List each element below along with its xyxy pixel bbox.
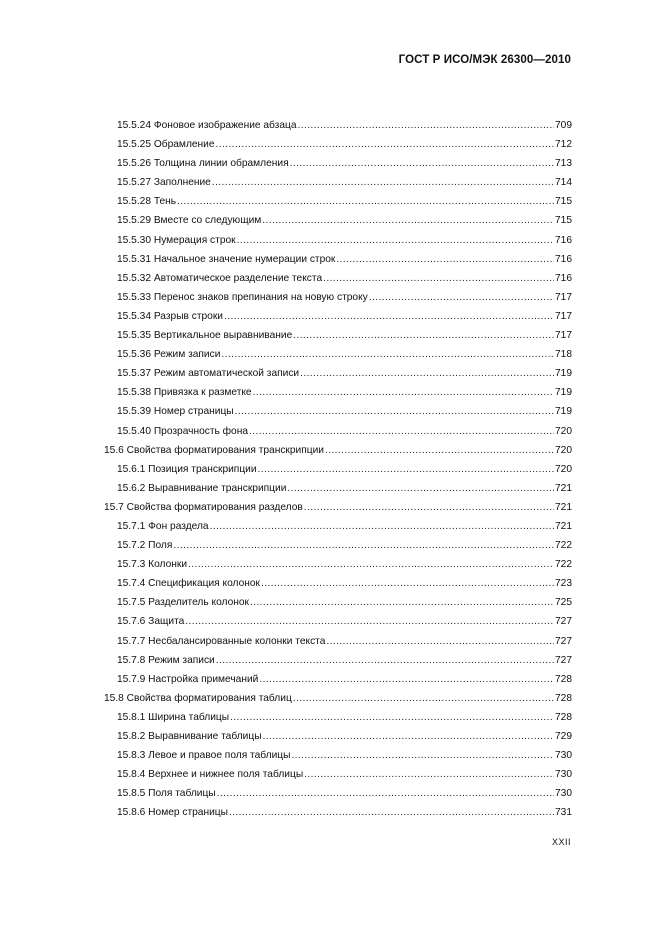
toc-entry-label: Заполнение xyxy=(153,177,211,189)
toc-entry-number: 15.7.7 xyxy=(117,635,146,647)
toc-entry-title xyxy=(117,135,215,154)
toc-entry-page: 717 xyxy=(555,310,572,322)
toc-dot-leader xyxy=(253,383,554,402)
toc-entry-page: 720 xyxy=(555,463,572,475)
toc-entry xyxy=(104,211,572,230)
toc-dot-leader xyxy=(216,135,554,154)
toc-entry-title xyxy=(117,345,220,364)
toc-entry-page: 717 xyxy=(555,330,572,342)
toc-entry xyxy=(104,326,572,345)
toc-dot-leader xyxy=(259,670,554,689)
toc-entry-title xyxy=(117,211,261,230)
toc-entry-label: Верхнее и нижнее поля таблицы xyxy=(148,769,304,781)
toc-entry-label: Номер страницы xyxy=(153,406,234,418)
toc-entry-page: 730 xyxy=(555,750,572,762)
toc-entry-number: 15.5.38 xyxy=(117,387,151,399)
toc-entry xyxy=(104,364,572,383)
document-header xyxy=(399,54,571,66)
toc-entry-number: 15.5.35 xyxy=(117,330,151,342)
toc-entry-label: Режим записи xyxy=(153,349,221,361)
toc-entry-label: Настройка примечаний xyxy=(148,673,259,685)
toc-dot-leader xyxy=(237,231,554,250)
toc-entry-title xyxy=(117,460,257,479)
toc-entry-label: Нумерация строк xyxy=(153,234,236,246)
toc-entry-number: 15.5.33 xyxy=(117,291,151,303)
toc-entry-label: Несбалансированные колонки текста xyxy=(148,635,326,647)
toc-entry-label: Выравнивание транскрипции xyxy=(148,482,287,494)
toc-entry xyxy=(104,250,572,269)
toc-entry-number: 15.8.3 xyxy=(117,750,146,762)
table-of-contents xyxy=(104,116,572,822)
toc-entry-title xyxy=(117,632,325,651)
toc-entry xyxy=(104,135,572,154)
toc-entry-title xyxy=(117,746,290,765)
toc-entry-page: 716 xyxy=(555,272,572,284)
toc-entry-page: 731 xyxy=(555,807,572,819)
toc-entry-page: 713 xyxy=(555,158,572,170)
toc-entry xyxy=(104,708,572,727)
toc-entry-number: 15.5.31 xyxy=(117,253,151,265)
toc-dot-leader xyxy=(293,326,554,345)
toc-dot-leader xyxy=(216,651,554,670)
toc-entry-title xyxy=(117,574,260,593)
toc-entry xyxy=(104,231,572,250)
toc-dot-leader xyxy=(304,498,554,517)
toc-entry-number: 15.5.28 xyxy=(117,196,151,208)
toc-entry-title xyxy=(117,708,229,727)
toc-entry-label: Поля таблицы xyxy=(148,788,216,800)
toc-entry-title xyxy=(117,651,215,670)
toc-entry-page: 728 xyxy=(555,711,572,723)
toc-entry xyxy=(104,612,572,631)
toc-dot-leader xyxy=(323,269,554,288)
toc-entry xyxy=(104,574,572,593)
toc-dot-leader xyxy=(185,612,554,631)
toc-entry-number: 15.5.39 xyxy=(117,406,151,418)
toc-entry-title xyxy=(117,536,172,555)
toc-entry-number: 15.7.6 xyxy=(117,616,146,628)
toc-entry-title xyxy=(117,670,258,689)
toc-entry-number: 15.5.27 xyxy=(117,177,151,189)
toc-entry-title xyxy=(117,612,184,631)
toc-entry xyxy=(104,269,572,288)
toc-entry-page: 721 xyxy=(555,482,572,494)
toc-entry-label: Перенос знаков препинания на новую строку xyxy=(153,291,368,303)
toc-entry-number: 15.7.5 xyxy=(117,597,146,609)
toc-dot-leader xyxy=(230,708,554,727)
toc-entry-number: 15.5.25 xyxy=(117,139,151,151)
toc-entry-label: Режим записи xyxy=(148,654,215,666)
toc-entry-page: 721 xyxy=(555,520,572,532)
toc-entry-page: 727 xyxy=(555,654,572,666)
toc-entry-label: Тень xyxy=(153,196,177,208)
toc-dot-leader xyxy=(177,192,554,211)
toc-entry-page: 728 xyxy=(555,692,572,704)
toc-dot-leader xyxy=(291,746,554,765)
toc-entry-number: 15.8.6 xyxy=(117,807,146,819)
toc-entry-number: 15.5.36 xyxy=(117,349,151,361)
toc-entry-label: Вместе со следующим xyxy=(153,215,262,227)
toc-entry-label: Толщина линии обрамления xyxy=(153,158,289,170)
toc-entry-title xyxy=(117,383,252,402)
toc-entry-title xyxy=(117,517,209,536)
toc-entry-number: 15.8.4 xyxy=(117,769,146,781)
toc-entry-label: Фоновое изображение абзаца xyxy=(153,120,297,131)
toc-entry-page: 719 xyxy=(555,368,572,380)
toc-dot-leader xyxy=(221,345,554,364)
toc-entry-title xyxy=(117,593,249,612)
toc-entry-number: 15.6.2 xyxy=(117,482,146,494)
toc-entry-number: 15.5.26 xyxy=(117,158,151,170)
toc-entry-title xyxy=(117,269,322,288)
toc-entry-page: 720 xyxy=(555,444,572,456)
toc-entry-page: 715 xyxy=(555,196,572,208)
toc-entry-label: Режим автоматической записи xyxy=(153,368,300,380)
toc-entry-label: Разделитель колонок xyxy=(148,597,249,609)
toc-entry xyxy=(104,765,572,784)
toc-entry xyxy=(104,192,572,211)
toc-entry-page: 715 xyxy=(555,215,572,227)
toc-entry xyxy=(104,402,572,421)
toc-entry-page: 722 xyxy=(555,540,572,552)
toc-entry-number: 15.5.32 xyxy=(117,272,151,284)
toc-entry-title xyxy=(117,727,262,746)
toc-entry xyxy=(104,593,572,612)
toc-entry-label: Левое и правое поля таблицы xyxy=(148,750,291,762)
toc-entry xyxy=(104,479,572,498)
toc-entry-page: 718 xyxy=(555,349,572,361)
toc-entry-page: 725 xyxy=(555,597,572,609)
toc-entry-number: 15.5.40 xyxy=(117,425,151,437)
toc-entry-label: Позиция транскрипции xyxy=(148,463,257,475)
toc-entry-page: 720 xyxy=(555,425,572,437)
toc-entry-label: Свойства форматирования транскрипции xyxy=(126,444,324,456)
toc-entry-number: 15.7.2 xyxy=(117,540,146,552)
toc-entry-label: Свойства форматирования разделов xyxy=(126,501,303,513)
toc-entry-title xyxy=(104,498,303,517)
toc-dot-leader xyxy=(263,727,554,746)
toc-entry-label: Автоматическое разделение текста xyxy=(153,272,323,284)
toc-entry-title xyxy=(117,364,299,383)
toc-entry-title xyxy=(117,250,335,269)
toc-dot-leader xyxy=(249,422,554,441)
toc-entry-title xyxy=(117,479,286,498)
toc-entry-label: Вертикальное выравнивание xyxy=(153,330,293,342)
toc-entry-label: Прозрачность фона xyxy=(153,425,248,437)
toc-entry xyxy=(104,536,572,555)
toc-entry-page: 722 xyxy=(555,559,572,571)
toc-entry-label: Разрыв строки xyxy=(153,310,223,322)
toc-dot-leader xyxy=(304,765,554,784)
toc-dot-leader xyxy=(210,517,554,536)
toc-entry-page: 727 xyxy=(555,616,572,628)
toc-entry xyxy=(104,498,572,517)
toc-entry-title xyxy=(117,555,187,574)
toc-entry xyxy=(104,689,572,708)
toc-entry xyxy=(104,670,572,689)
toc-entry xyxy=(104,784,572,803)
toc-entry-page: 729 xyxy=(555,731,572,742)
standard-code: ГОСТ Р ИСО/МЭК 26300—2010 xyxy=(398,54,571,66)
toc-dot-leader xyxy=(325,441,554,460)
toc-dot-leader xyxy=(217,784,554,803)
toc-entry-label: Начальное значение нумерации строк xyxy=(153,253,336,265)
toc-entry-page: 730 xyxy=(555,788,572,800)
toc-entry-page: 723 xyxy=(555,578,572,590)
toc-entry-title xyxy=(117,765,303,784)
page-footer xyxy=(552,837,571,847)
toc-entry-number: 15.7.8 xyxy=(117,654,146,666)
toc-entry-label: Ширина таблицы xyxy=(148,711,230,723)
toc-entry-page: 727 xyxy=(555,635,572,647)
toc-dot-leader xyxy=(369,288,554,307)
toc-entry-page: 728 xyxy=(555,673,572,685)
toc-dot-leader xyxy=(298,116,555,135)
toc-entry-title xyxy=(117,231,236,250)
toc-entry xyxy=(104,555,572,574)
toc-entry-label: Обрамление xyxy=(153,139,215,151)
toc-entry xyxy=(104,307,572,326)
toc-entry-number: 15.8.5 xyxy=(117,788,146,800)
toc-entry xyxy=(104,746,572,765)
toc-dot-leader xyxy=(188,555,554,574)
toc-entry-title xyxy=(117,173,211,192)
toc-entry-page: 712 xyxy=(555,139,572,151)
toc-entry-title xyxy=(117,402,234,421)
toc-entry xyxy=(104,651,572,670)
toc-entry xyxy=(104,116,572,135)
toc-entry-label: Привязка к разметке xyxy=(153,387,252,399)
toc-entry-number: 15.5.24 xyxy=(117,120,151,131)
toc-entry-label: Спецификация колонок xyxy=(148,578,261,590)
toc-entry-title xyxy=(117,422,248,441)
toc-entry xyxy=(104,383,572,402)
toc-entry-label: Колонки xyxy=(148,559,188,571)
toc-entry-title xyxy=(117,803,228,822)
toc-entry-title xyxy=(104,441,324,460)
toc-entry-number: 15.8 xyxy=(104,692,124,704)
toc-entry-number: 15.7.3 xyxy=(117,559,146,571)
toc-entry-number: 15.6.1 xyxy=(117,463,146,475)
toc-entry-title xyxy=(117,192,176,211)
toc-entry xyxy=(104,422,572,441)
toc-dot-leader xyxy=(212,173,554,192)
toc-entry xyxy=(104,288,572,307)
toc-entry-number: 15.7.1 xyxy=(117,520,146,532)
toc-entry-number: 15.5.29 xyxy=(117,215,151,227)
toc-entry-page: 714 xyxy=(555,177,572,189)
toc-dot-leader xyxy=(224,307,554,326)
toc-entry-title xyxy=(117,326,292,345)
toc-entry xyxy=(104,460,572,479)
toc-entry-number: 15.7 xyxy=(104,501,124,513)
toc-dot-leader xyxy=(336,250,554,269)
toc-dot-leader xyxy=(293,689,554,708)
toc-entry-number: 15.7.9 xyxy=(117,673,146,685)
toc-entry-page: 719 xyxy=(555,406,572,418)
toc-dot-leader xyxy=(250,593,554,612)
toc-entry-label: Фон раздела xyxy=(148,520,209,532)
toc-dot-leader xyxy=(326,632,554,651)
toc-entry-number: 15.8.1 xyxy=(117,711,146,723)
toc-entry xyxy=(104,727,572,746)
toc-entry-page: 716 xyxy=(555,253,572,265)
toc-entry-label: Номер страницы xyxy=(148,807,228,819)
toc-entry-title xyxy=(117,154,289,173)
toc-dot-leader xyxy=(287,479,554,498)
toc-dot-leader xyxy=(300,364,554,383)
toc-entry-page: 719 xyxy=(555,387,572,399)
toc-dot-leader xyxy=(290,154,554,173)
toc-dot-leader xyxy=(258,460,554,479)
toc-entry-title xyxy=(117,288,368,307)
toc-entry-page: 730 xyxy=(555,769,572,781)
toc-entry-page: 716 xyxy=(555,234,572,246)
toc-entry-number: 15.5.34 xyxy=(117,310,151,322)
toc-entry-label: Защита xyxy=(148,616,185,628)
toc-dot-leader xyxy=(235,402,554,421)
toc-entry-page: 717 xyxy=(555,291,572,303)
toc-entry-label: Свойства форматирования таблиц xyxy=(126,692,292,704)
toc-entry-page: 721 xyxy=(555,501,572,513)
toc-entry-label: Выравнивание таблицы xyxy=(148,731,262,742)
toc-entry xyxy=(104,517,572,536)
toc-entry-number: 15.5.30 xyxy=(117,234,151,246)
toc-entry-number: 15.8.2 xyxy=(117,731,146,742)
page-number: XXII xyxy=(551,837,571,847)
toc-entry-page: 709 xyxy=(555,120,572,131)
toc-entry xyxy=(104,345,572,364)
toc-dot-leader xyxy=(229,803,554,822)
toc-dot-leader xyxy=(261,574,554,593)
toc-entry-label: Поля xyxy=(148,540,173,552)
toc-entry xyxy=(104,803,572,822)
toc-entry xyxy=(104,632,572,651)
toc-entry-number: 15.5.37 xyxy=(117,368,151,380)
toc-entry xyxy=(104,154,572,173)
toc-entry-title xyxy=(117,116,297,135)
toc-entry-title xyxy=(117,307,223,326)
toc-entry-number: 15.6 xyxy=(104,444,124,456)
toc-entry xyxy=(104,441,572,460)
toc-entry-number: 15.7.4 xyxy=(117,578,146,590)
toc-dot-leader xyxy=(262,211,554,230)
toc-entry-title xyxy=(117,784,216,803)
toc-dot-leader xyxy=(173,536,554,555)
toc-entry-title xyxy=(104,689,292,708)
toc-entry xyxy=(104,173,572,192)
